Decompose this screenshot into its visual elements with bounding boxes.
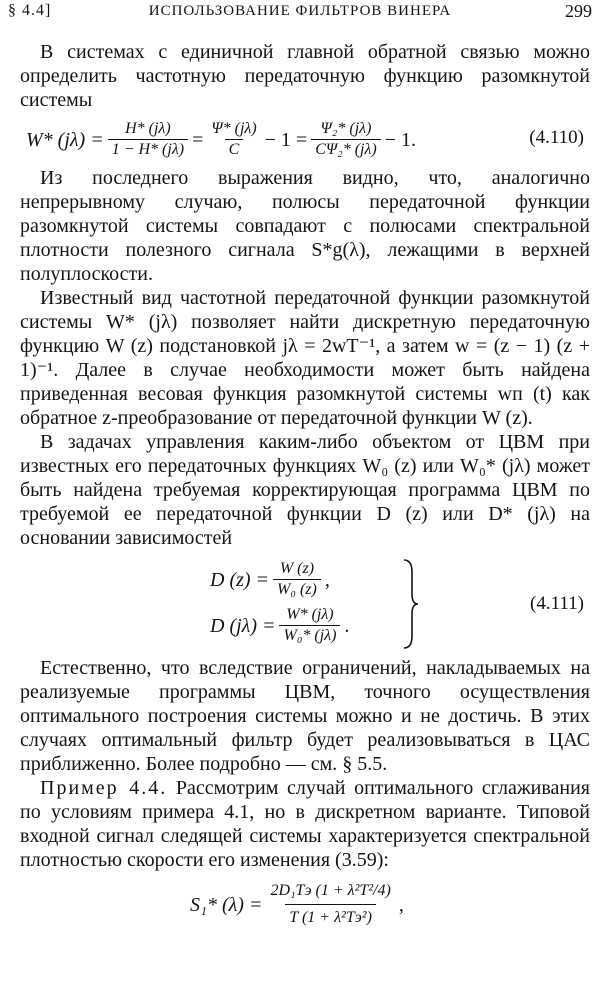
example-label: Пример 4.4.: [40, 777, 168, 799]
paragraph-4: В задачах управления каким-либо объектом от ЦВМ при известных его передаточных функциях W₀ (z) или W₀* (jλ) может быть найдена требуемая корректирующая программа ЦВМ по требуемой ее передаточной функции D (z) или D* (jλ) на основании зависимостей: [20, 431, 590, 549]
eq111-row-1: D (z) = $\frac{W (z)}{\text{W₀ (z)}}$ ,: [210, 560, 330, 598]
eq110-minus-one: − 1 =: [264, 128, 308, 151]
eq110-fraction-1: $\frac{H* (j\lambda)}{1 - H* (j\lambda)}$: [108, 120, 188, 159]
eq111-row-2: D (jλ) = $\frac{W* (j\lambda)}{\text{W₀* (jλ)}}$ .: [210, 606, 350, 644]
eq111-number: (4.111): [530, 593, 584, 614]
eq110-fraction-3: $\frac{\text{Ψ₂* (jλ)}}{\text{CΨ₂* (jλ)}}$: [311, 120, 381, 159]
paragraph-2: Из последнего выражения видно, что, аналогично непрерывному случаю, полюсы передаточной функции разомкнутой системы совпадают с полюсами спектральной плотности полезного сигнала S*g(λ), лежащими в верхней полуплоскости.: [20, 167, 590, 285]
example-text: Рассмотрим случай оптимального сглаживания по условиям примера 4.1, но в дискретном варианте. Типовой входной сигнал следящей системы характеризуется спектральной плотностью скорости его изменения (3.59):: [20, 777, 591, 871]
eq110-lhs: W* (jλ) =: [26, 128, 104, 151]
paragraph-1: В системах с единичной главной обратной связью можно определить частотную передаточную функцию разомкнутой системы: [20, 41, 590, 111]
paragraph-6: [20, 776, 590, 872]
right-brace: [400, 558, 420, 650]
eq110-equals: =: [192, 128, 204, 151]
page-number: 299: [565, 1, 592, 21]
paragraph-3: Известный вид частотной передаточной функции разомкнутой системы W* (jλ) позволяет найти дискретную передаточную функцию W (z) подстановкой jλ = 2wT⁻¹, а затем w = (z − 1) (z + 1)⁻¹. Далее в случае необходимости может быть найдена приведенная весовая функция разомкнутой системы wп (t) как обратное z-преобразование от передаточной функции W (z).: [20, 287, 590, 429]
page-body: [20, 40, 590, 956]
section-ref: § 4.4]: [8, 2, 52, 19]
eq111-fraction-2: $\frac{W* (j\lambda)}{\text{W₀* (jλ)}}$: [279, 606, 340, 645]
running-header: [0, 0, 600, 24]
equation-4-111: [20, 550, 590, 656]
eq110-number: (4.110): [529, 127, 584, 148]
equation-s1: S₁* (λ) = $\frac{\text{2D₁Tэ (1 + λ²T²/4)}}{\text{T (1 + λ²Tэ²)}}$ ,: [190, 882, 404, 926]
eq110-fraction-2: $\frac{\Psi* (j\lambda)}{C}$: [211, 120, 257, 158]
eq111-fraction-1: $\frac{W (z)}{\text{W₀ (z)}}$: [273, 560, 321, 599]
s1-lhs: S₁* (λ) =: [190, 893, 263, 916]
s1-fraction: $\frac{\text{2D₁Tэ (1 + λ²T²/4)}}{\text{T (1 + λ²Tэ²)}}$: [270, 882, 391, 926]
equation-4-110: [20, 112, 590, 166]
paragraph-5: Естественно, что вследствие ограничений, накладываемых на реализуемые программы ЦВМ, точного осуществления оптимального построения системы можно и не достичь. В этих случаях оптимальный фильтр будет реализовываться в ЦАС приближенно. Более подробно — см. § 5.5.: [20, 657, 590, 775]
eq110-tail: − 1.: [384, 128, 417, 151]
running-title: ИСПОЛЬЗОВАНИЕ ФИЛЬТРОВ ВИНЕРА: [148, 3, 452, 19]
